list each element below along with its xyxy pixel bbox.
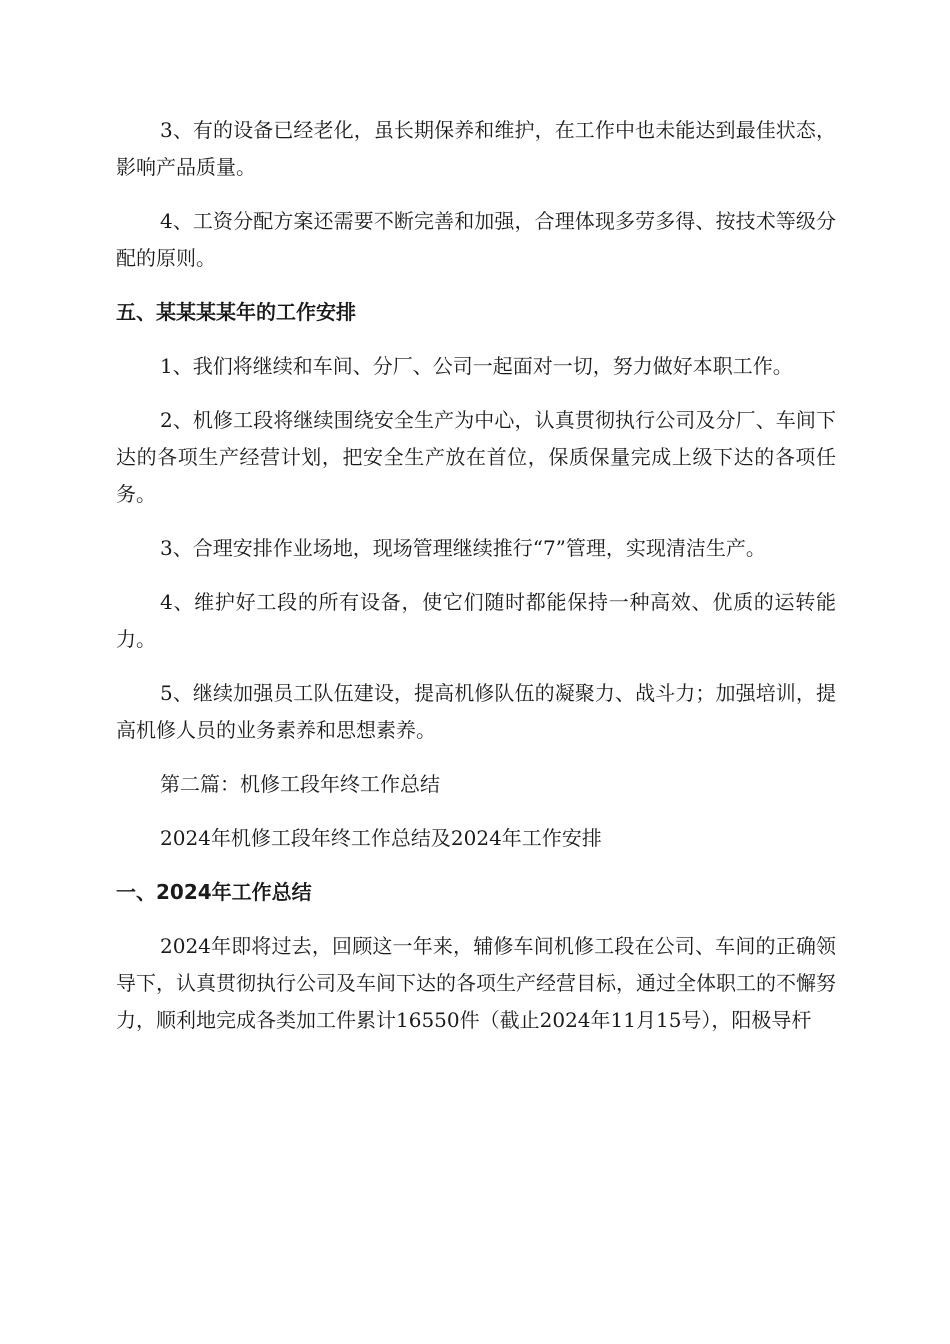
chapter-title-second: 第二篇：机修工段年终工作总结 bbox=[160, 772, 440, 796]
section-heading-work-plan: 五、某某某某年的工作安排 bbox=[116, 300, 356, 324]
paragraph-summary-intro: 2024年即将过去，回顾这一年来，辅修车间机修工段在公司、车间的正确领导下，认真贯彻执行公司及车间下达的各项生产经营目标，通过全体职工的不懈努力，顺利地完成各类加工件累计16550件（截止2024年11月15号），阳极导杆 bbox=[116, 934, 836, 1032]
paragraph-plan-item-2: 2、机修工段将继续围绕安全生产为中心，认真贯彻执行公司及分厂、车间下达的各项生产经营计划，把安全生产放在首位，保质保量完成上级下达的各项任务。 bbox=[116, 408, 836, 506]
document-subtitle: 2024年机修工段年终工作总结及2024年工作安排 bbox=[160, 826, 602, 850]
paragraph-wage-distribution: 4、工资分配方案还需要不断完善和加强，合理体现多劳多得、按技术等级分配的原则。 bbox=[116, 209, 836, 270]
paragraph-plan-item-5: 5、继续加强员工队伍建设，提高机修队伍的凝聚力、战斗力；加强培训，提高机修人员的业务素养和思想素养。 bbox=[116, 681, 836, 742]
document-body bbox=[116, 112, 836, 1056]
paragraph-plan-item-4: 4、维护好工段的所有设备，使它们随时都能保持一种高效、优质的运转能力。 bbox=[116, 590, 836, 651]
paragraph-plan-item-1: 1、我们将继续和车间、分厂、公司一起面对一切，努力做好本职工作。 bbox=[160, 354, 793, 378]
paragraph-plan-item-3: 3、合理安排作业场地，现场管理继续推行“7”管理，实现清洁生产。 bbox=[160, 536, 766, 560]
section-heading-summary: 一、2024年工作总结 bbox=[116, 880, 312, 904]
paragraph-equipment-aging: 3、有的设备已经老化，虽长期保养和维护，在工作中也未能达到最佳状态，影响产品质量。 bbox=[116, 118, 836, 179]
